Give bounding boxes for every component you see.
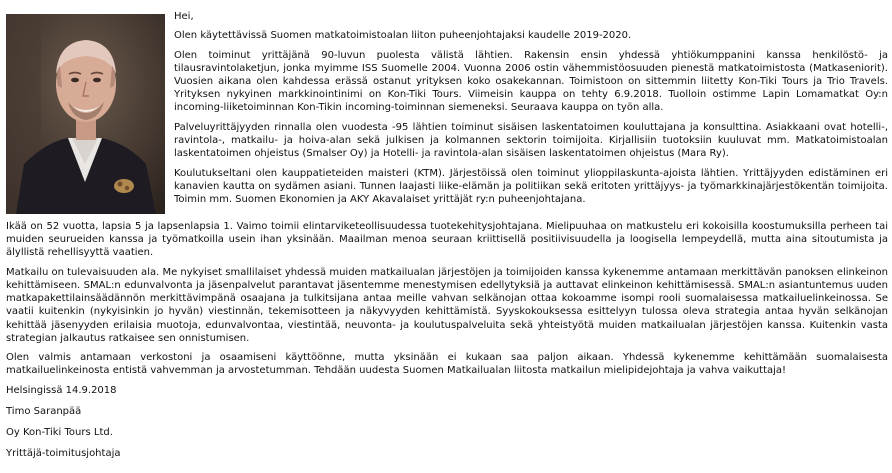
signer-role: Yrittäjä-toimitusjohtaja <box>6 448 121 460</box>
closing-paragraph: Olen valmis antamaan verkostoni ja osaamiseni käyttöönne, mutta yksinään ei kukaan saa paljon aikaan. Yhdessä kykenemme kehittämään suomalaisesta matkailuelinkeinosta entistä vahvemman ja arvostetumman. Tehdään uudesta Suomen Matkailualan liitosta matkailun mielipidejohtaja ja vahva vaikuttaja! <box>6 352 888 377</box>
signer-company: Oy Kon-Tiki Tours Ltd. <box>6 427 113 439</box>
education-paragraph: Koulutukseltani olen kauppatieteiden maisteri (KTM). Järjestöissä olen toiminut ylioppilaskunta-ajoista lähtien. Yrittäjyyden edistäminen eri kanavien kautta on sydämen asiani. Tunnen laajasti liike-elämän ja politiikan sekä eritoten yrittäjyys- ja työmarkkinajärjestökentän toimijoita. Toimin mm. Suomen Ekonomien ja AKY Akavalaiset yrittäjät ry:n puheenjohtajana. <box>174 167 888 205</box>
letter-top-column <box>174 10 888 212</box>
service-paragraph: Palveluyrittäjyyden rinnalla olen vuodesta -95 lähtien toiminut sisäisen laskentatoimen kouluttajana ja konsulttina. Asiakkaani ovat hotelli-, ravintola-, matkailu- ja hoiva-alan sekä julkisen ja kolmannen sektorin toimijoita. Kirjallisiin tuotoksiin kuuluvat mm. Matkatoimistoalan laskentatoimen ohjeistus (Smalser Oy) ja Hotelli- ja ravintola-alan sisäisen laskentatoimen ohjeistus (Mara Ry). <box>174 121 888 160</box>
greeting: Hei, <box>174 11 194 22</box>
place-date: Helsingissä 14.9.2018 <box>6 384 117 396</box>
personal-paragraph: Ikää on 52 vuotta, lapsia 5 ja lapsenlapsia 1. Vaimo toimii elintarviketeollisuudessa tuotekehitysjohtajana. Mielipuuhaa on matkustelu eri kokoisilla koostumuksilla perheen tai muiden seurueiden kanssa ja työmatkoilla usein ihan yksinään. Maailman menoa seuraan kriittisellä positiivisuudella ja loogisella lempeydellä, mutta aina sitoutumista ja älyllistä rehellisyyttä vaatien. <box>6 221 888 259</box>
letter-full-width <box>6 220 888 469</box>
future-paragraph: Matkailu on tulevaisuuden ala. Me nykyiset smallilaiset yhdessä muiden matkailualan järjestöjen ja toimijoiden kanssa kykenemme antamaan merkittävän panoksen elinkeinon kehittämiseen. SMAL:n edunvalvonta ja jäsenpalvelut parantavat jäsentemme menestymisen edellytyksiä ja auttavat elinkeinon kehittämisessä. SMAL:n asiantuntemus uuden matkapakettilainsäädännön merkittävimpänä osaajana ja tulkitsijana antaa meille vahvan selkänojan ottaa kokoamme isompi rooli suomalaisessa matkailuelinkeinossa. Se vaatii kuitenkin (nykyisinkin jo hyvän) viestinnän, tekemisotteen ja näkyvyyden kehittämistä. Syyskokouksessa esittelyyn tulossa oleva strategia antaa hyvän selkänojan kehittää jäsenyyden erilaisia muotoja, edunvalvontaa, viestintää, neuvonta- ja koulutuspalveluita sekä yhteistyötä muiden matkailualan järjestöjen kanssa. Kuitenkin vasta strategian jalkautus ratkaisee sen onnistumisen. <box>6 266 888 344</box>
signer-name: Timo Saranpää <box>6 406 82 417</box>
portrait-illustration <box>6 14 165 214</box>
signature-block <box>6 384 888 461</box>
intro-paragraph: Olen käytettävissä Suomen matkatoimistoalan liiton puheenjohtajaksi kaudelle 2019-2020. <box>174 30 632 42</box>
portrait-photo <box>6 14 165 214</box>
career-paragraph: Olen toiminut yrittäjänä 90-luvun puolesta välistä lähtien. Rakensin ensin yhdessä yhtiökumppanini kanssa henkilöstö- ja tilausravintolaketjun, jonka myimme ISS Suomelle 2004. Vuonna 2006 ostin vähemmistöosuuden pienestä matkatoimistosta (Matkaseniorit). Vuosien aikana olen kahdessa erässä ostanut yrityksen koko osakekannan. Toimistoon on sittemmin liitetty Kon-Tiki Tours ja Trio Travels. Yrityksen nykyinen markkinointinimi on Kon-Tiki Tours. Viimeisin kauppa on tehty 6.9.2018. Tuolloin ostimme Lapin Lomamatkat Oy:n incoming-liiketoiminnan Kon-Tikin incoming-toiminnan siemeneksi. Seuraava kauppa on työn alla. <box>174 49 888 114</box>
